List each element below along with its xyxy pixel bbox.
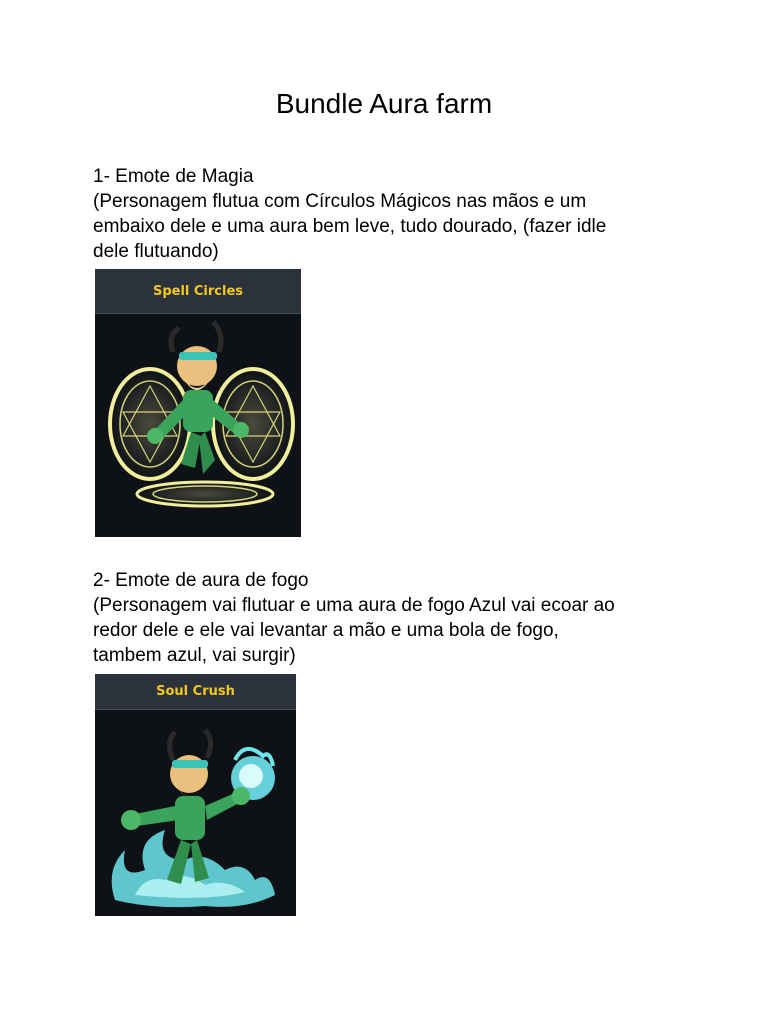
section-heading: 2- Emote de aura de fogo xyxy=(93,570,309,591)
section-emote-aura-de-fogo xyxy=(93,568,693,668)
section-line: (Personagem vai flutuar e uma aura de fogo Azul vai ecoar ao xyxy=(93,595,615,616)
spell-circles-card xyxy=(95,269,301,537)
section-line: dele flutuando) xyxy=(93,241,219,262)
section-heading: 1- Emote de Magia xyxy=(93,166,254,187)
section-emote-magia xyxy=(93,164,693,264)
section-line: (Personagem flutua com Círculos Mágicos nas mãos e um xyxy=(93,191,587,212)
section-line: tambem azul, vai surgir) xyxy=(93,645,296,666)
card-title: Soul Crush xyxy=(95,674,296,710)
card-title: Spell Circles xyxy=(95,269,301,314)
soul-crush-art xyxy=(95,710,296,916)
section-line: embaixo dele e uma aura bem leve, tudo dourado, (fazer idle xyxy=(93,216,607,237)
document-title: Bundle Aura farm xyxy=(275,88,493,119)
section-line: redor dele e ele vai levantar a mão e uma bola de fogo, xyxy=(93,620,559,641)
soul-crush-card xyxy=(95,674,296,916)
spell-circles-art xyxy=(95,314,301,537)
